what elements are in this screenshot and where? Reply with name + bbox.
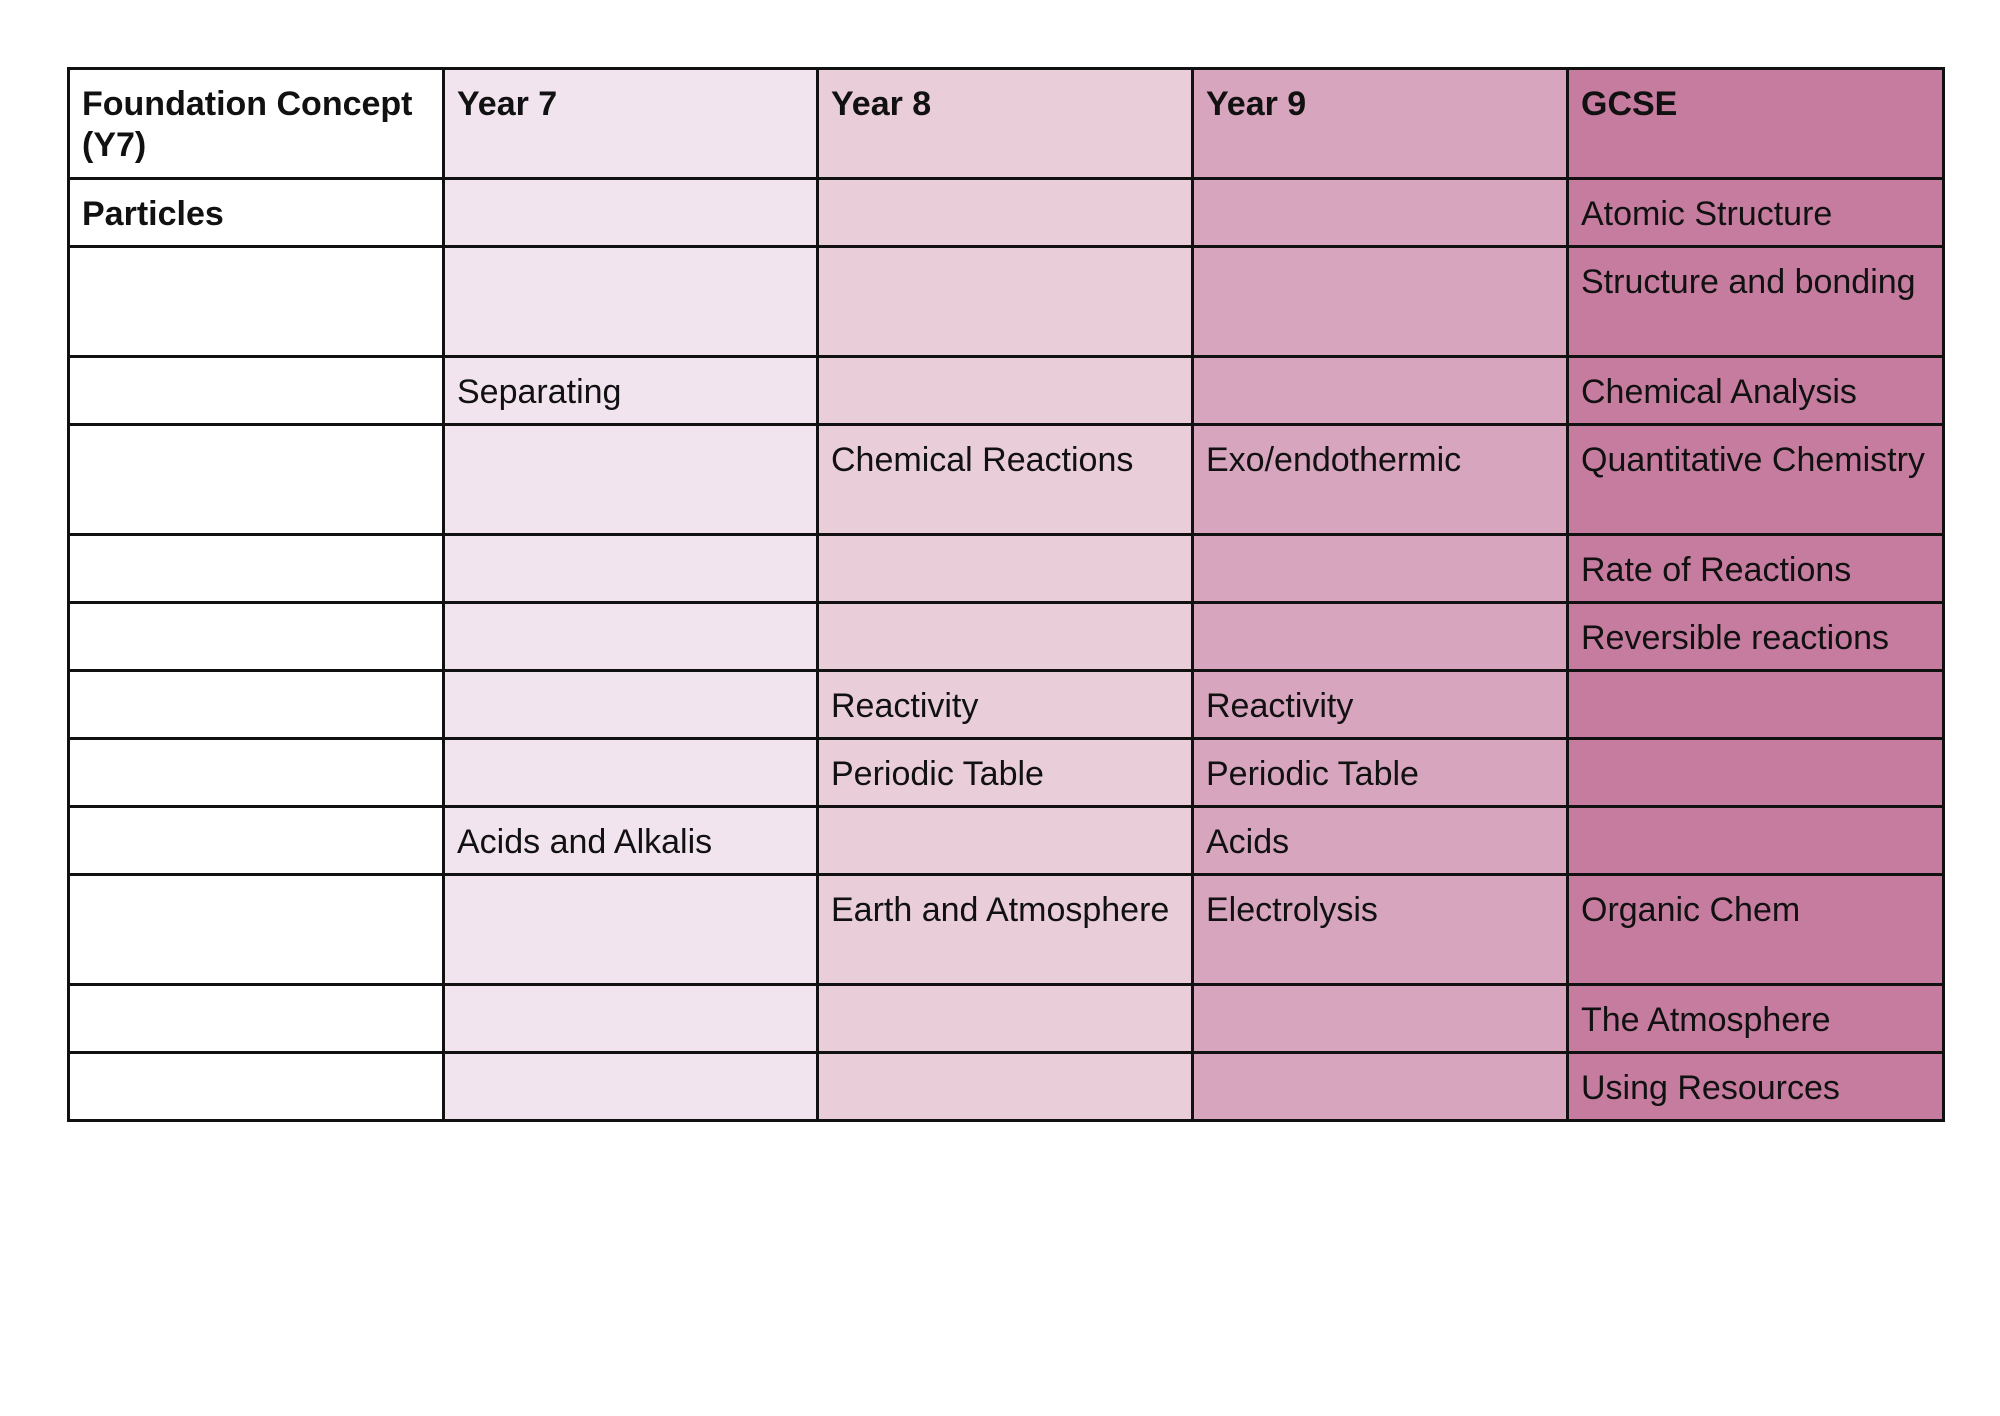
cell-gcse <box>1568 739 1944 807</box>
table-row <box>69 1053 1944 1121</box>
table-row <box>69 603 1944 671</box>
cell-gcse: Quantitative Chemistry <box>1568 425 1944 535</box>
table-row <box>69 875 1944 985</box>
cell-year-8: Periodic Table <box>818 739 1193 807</box>
cell-gcse <box>1568 671 1944 739</box>
cell-year-8 <box>818 357 1193 425</box>
cell-foundation-concept <box>69 425 444 535</box>
cell-year-8 <box>818 179 1193 247</box>
cell-year-9 <box>1193 179 1568 247</box>
cell-foundation-concept: Particles <box>69 179 444 247</box>
cell-year-9: Reactivity <box>1193 671 1568 739</box>
table-row <box>69 535 1944 603</box>
cell-gcse: The Atmosphere <box>1568 985 1944 1053</box>
cell-foundation-concept <box>69 357 444 425</box>
table-row <box>69 179 1944 247</box>
cell-foundation-concept <box>69 671 444 739</box>
cell-year-7 <box>444 425 818 535</box>
cell-gcse: Rate of Reactions <box>1568 535 1944 603</box>
cell-gcse: Structure and bonding <box>1568 247 1944 357</box>
header-year-7: Year 7 <box>444 69 818 179</box>
cell-year-7 <box>444 875 818 985</box>
header-row <box>69 69 1944 179</box>
cell-year-8 <box>818 603 1193 671</box>
cell-year-9 <box>1193 985 1568 1053</box>
cell-year-8 <box>818 985 1193 1053</box>
cell-year-8 <box>818 535 1193 603</box>
cell-foundation-concept <box>69 1053 444 1121</box>
cell-foundation-concept <box>69 875 444 985</box>
cell-foundation-concept <box>69 247 444 357</box>
cell-year-9 <box>1193 357 1568 425</box>
header-year-8: Year 8 <box>818 69 1193 179</box>
cell-year-9 <box>1193 603 1568 671</box>
cell-year-8 <box>818 1053 1193 1121</box>
cell-gcse: Chemical Analysis <box>1568 357 1944 425</box>
curriculum-table <box>67 67 1945 1122</box>
cell-year-8 <box>818 247 1193 357</box>
table-row <box>69 671 1944 739</box>
cell-year-9 <box>1193 535 1568 603</box>
cell-year-7 <box>444 739 818 807</box>
cell-foundation-concept <box>69 603 444 671</box>
table-row <box>69 807 1944 875</box>
cell-foundation-concept <box>69 535 444 603</box>
cell-year-8: Reactivity <box>818 671 1193 739</box>
table-row <box>69 739 1944 807</box>
cell-year-7 <box>444 247 818 357</box>
table-row <box>69 425 1944 535</box>
cell-year-9: Exo/endothermic <box>1193 425 1568 535</box>
table-row <box>69 247 1944 357</box>
cell-foundation-concept <box>69 807 444 875</box>
cell-gcse: Atomic Structure <box>1568 179 1944 247</box>
table-row <box>69 357 1944 425</box>
cell-year-9: Periodic Table <box>1193 739 1568 807</box>
cell-year-7: Acids and Alkalis <box>444 807 818 875</box>
cell-year-7 <box>444 535 818 603</box>
cell-year-8: Chemical Reactions <box>818 425 1193 535</box>
cell-year-7 <box>444 671 818 739</box>
header-year-9: Year 9 <box>1193 69 1568 179</box>
cell-year-8: Earth and Atmosphere <box>818 875 1193 985</box>
cell-year-9: Electrolysis <box>1193 875 1568 985</box>
header-foundation-concept: Foundation Concept (Y7) <box>69 69 444 179</box>
cell-gcse: Organic Chem <box>1568 875 1944 985</box>
cell-year-7 <box>444 603 818 671</box>
cell-year-7 <box>444 1053 818 1121</box>
cell-year-7 <box>444 985 818 1053</box>
cell-foundation-concept <box>69 739 444 807</box>
cell-gcse: Reversible reactions <box>1568 603 1944 671</box>
table-row <box>69 985 1944 1053</box>
cell-gcse <box>1568 807 1944 875</box>
cell-gcse: Using Resources <box>1568 1053 1944 1121</box>
cell-year-7 <box>444 179 818 247</box>
header-gcse: GCSE <box>1568 69 1944 179</box>
cell-year-7: Separating <box>444 357 818 425</box>
cell-year-9: Acids <box>1193 807 1568 875</box>
cell-year-9 <box>1193 1053 1568 1121</box>
cell-year-8 <box>818 807 1193 875</box>
cell-foundation-concept <box>69 985 444 1053</box>
cell-year-9 <box>1193 247 1568 357</box>
